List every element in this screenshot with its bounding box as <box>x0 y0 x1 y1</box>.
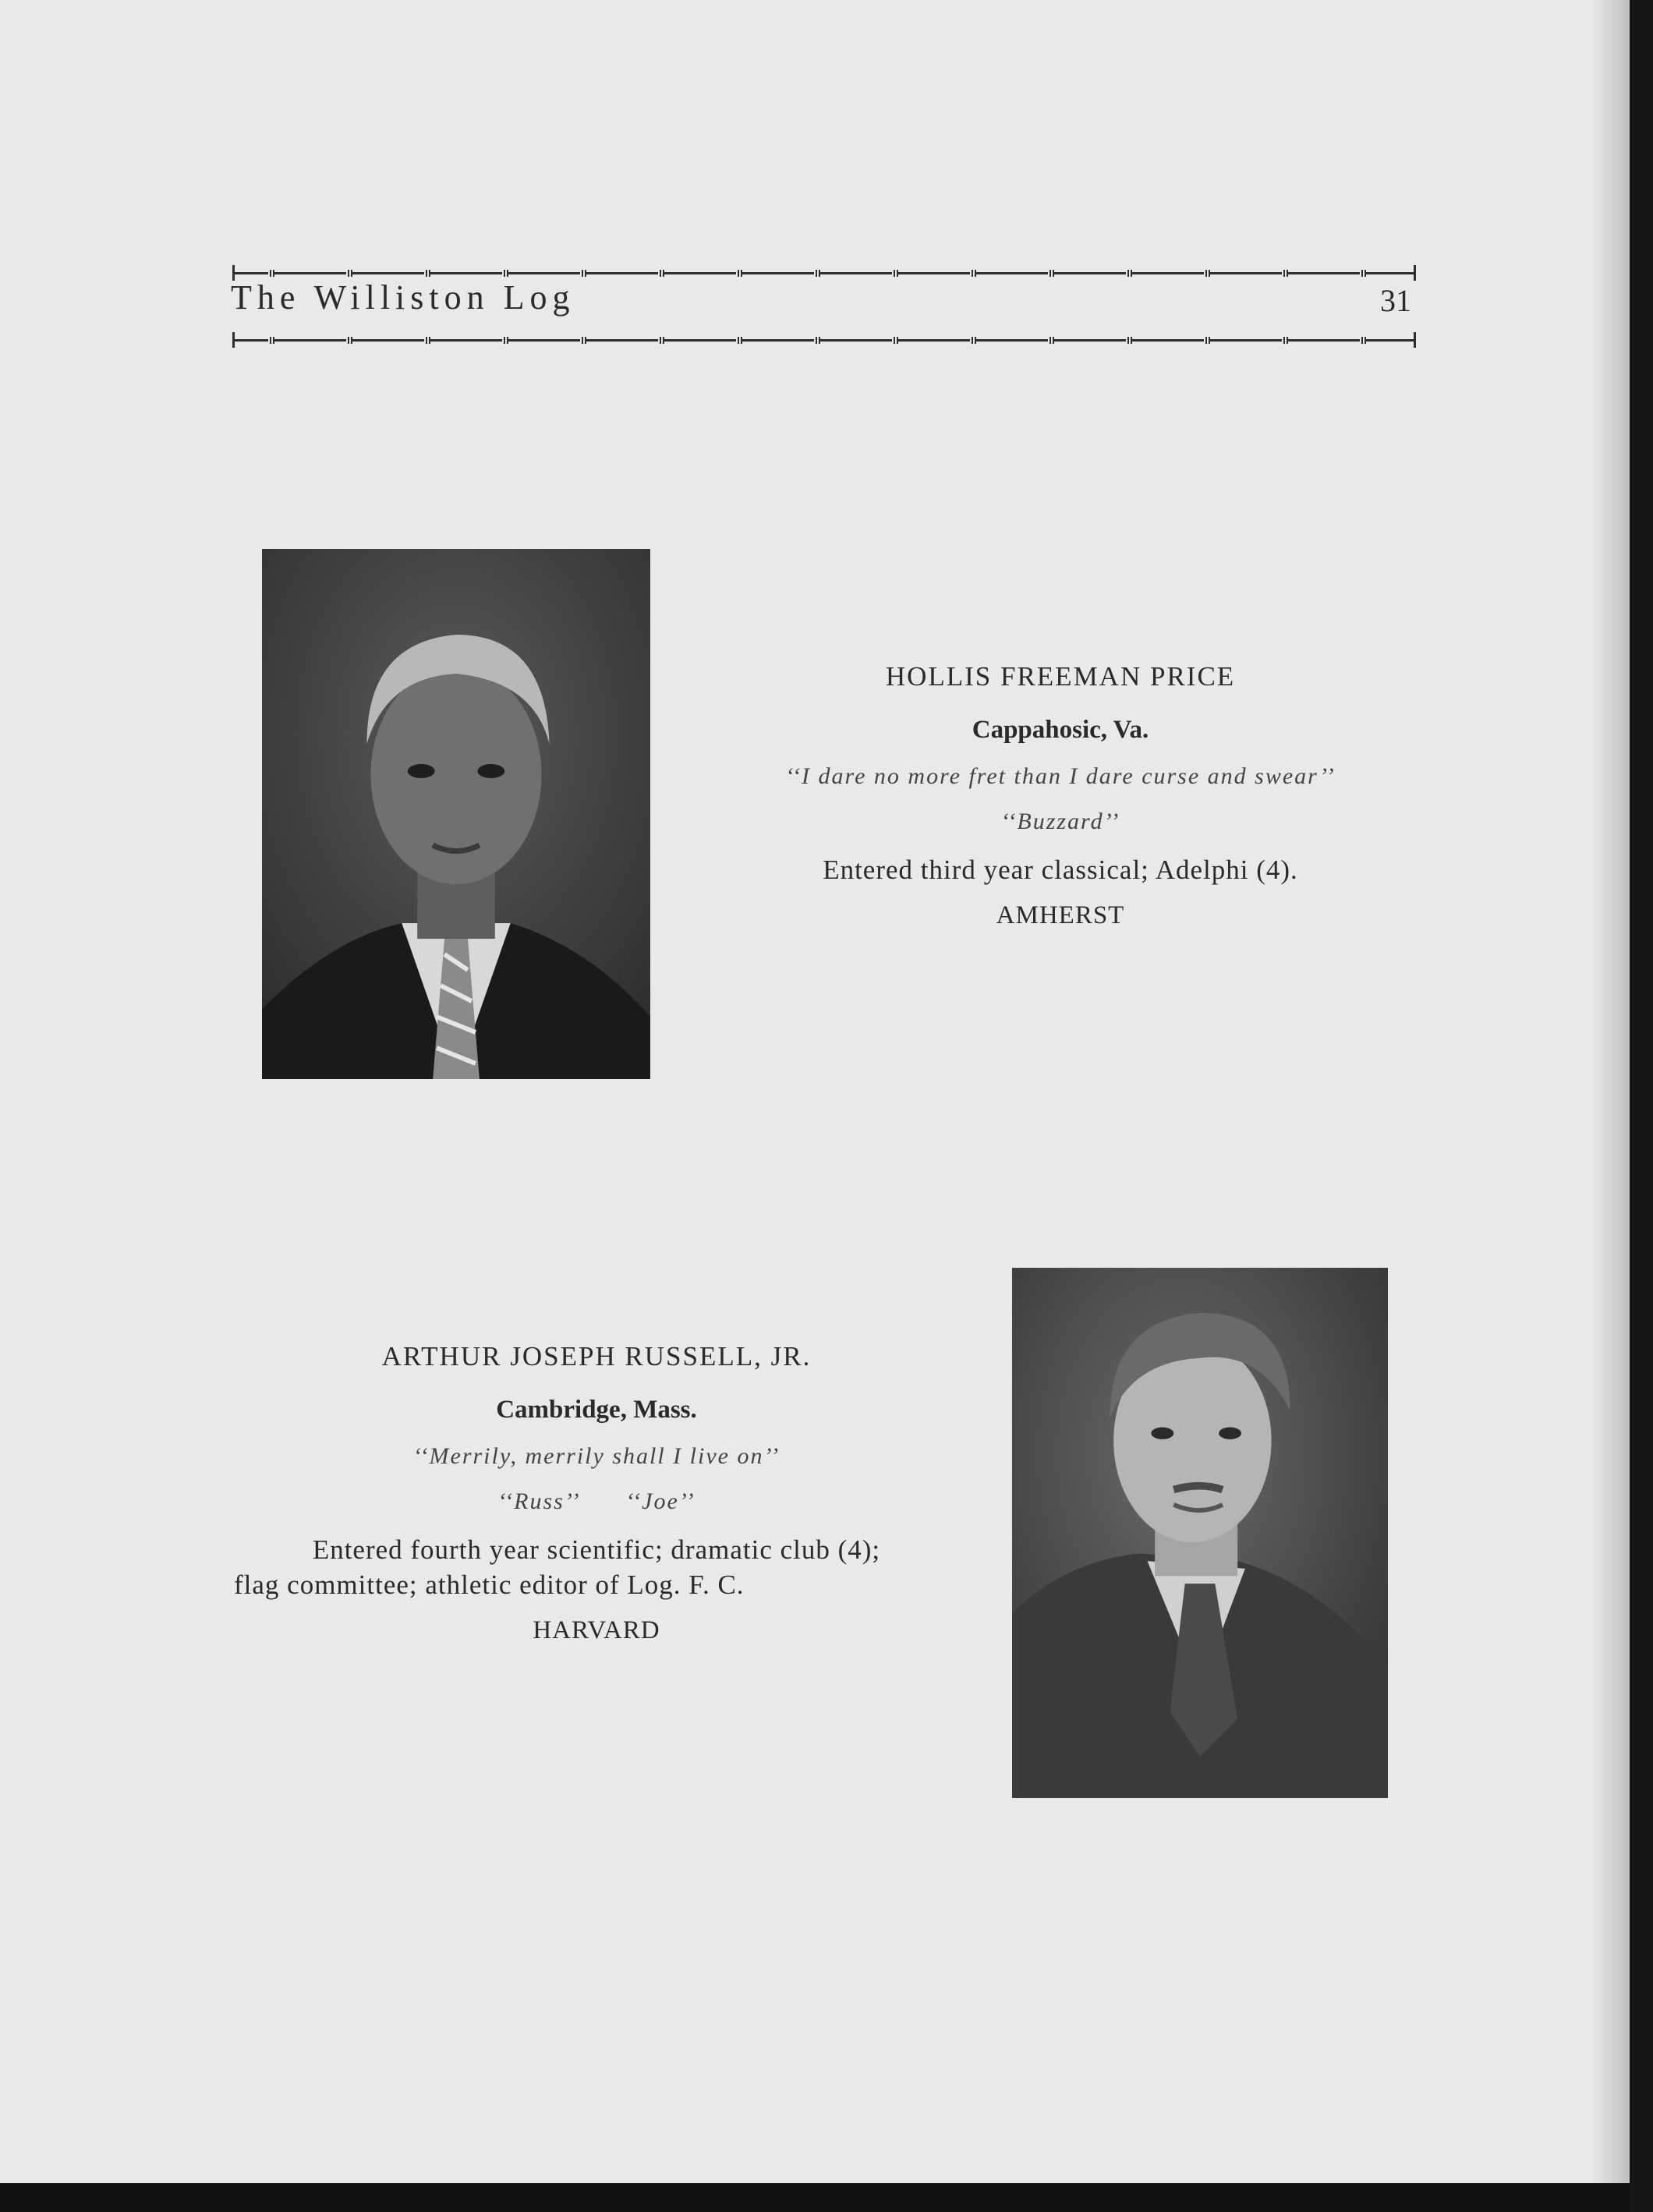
portrait-photo-price <box>262 549 650 1079</box>
entry-nickname: ‘‘Joe’’ <box>625 1488 696 1514</box>
entry-nickname: ‘‘Russ’’ <box>497 1488 581 1514</box>
entry-record-line: Entered third year classical; Adelphi (4). <box>823 855 1298 885</box>
entry-name: HOLLIS FREEMAN PRICE <box>885 661 1236 692</box>
header-rule-bottom <box>232 337 1416 343</box>
entry-record-line: Entered fourth year scientific; dramatic club (4); <box>312 1534 881 1565</box>
entry-hometown: Cambridge, Mass. <box>496 1396 697 1424</box>
entry-name: ARTHUR JOSEPH RUSSELL, JR. <box>381 1341 812 1371</box>
header-rule-top <box>232 270 1416 276</box>
portrait-photo-russell <box>1012 1268 1388 1798</box>
portrait-icon <box>1012 1268 1388 1798</box>
entry-nicknames <box>234 1488 959 1515</box>
entry-college: HARVARD <box>533 1616 660 1644</box>
entry-nicknames <box>702 809 1419 835</box>
portrait-icon <box>262 549 650 1079</box>
entry-record-line: flag committee; athletic editor of Log. F. C. <box>234 1570 745 1600</box>
entry-nickname: ‘‘Buzzard’’ <box>1000 809 1120 834</box>
entry-record <box>234 1532 959 1602</box>
entry-hometown: Cappahosic, Va. <box>972 716 1149 744</box>
entry-quote: ‘‘I dare no more fret than I dare curse and swear’’ <box>785 763 1336 789</box>
entry-record <box>702 852 1419 887</box>
entry-price <box>702 661 1419 930</box>
running-title: The Williston Log <box>231 278 575 317</box>
page-number: 31 <box>1380 283 1411 318</box>
entry-quote: ‘‘Merrily, merrily shall I live on’’ <box>412 1443 780 1469</box>
entry-russell <box>234 1341 959 1645</box>
entry-college: AMHERST <box>996 901 1125 929</box>
